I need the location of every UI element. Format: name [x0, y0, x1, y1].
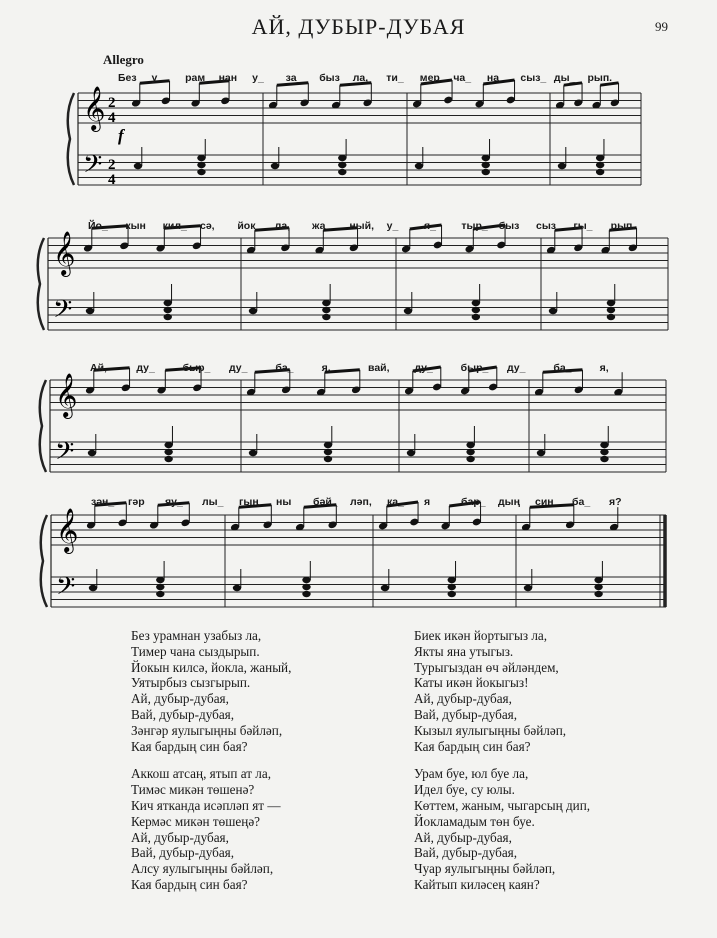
poem-line: Тимәс микән төшенә? [131, 782, 255, 798]
dynamic-marking: f [118, 126, 124, 145]
chord-note-head [338, 155, 346, 161]
lyric-syllable: кын [125, 220, 146, 232]
bass-note-head [86, 308, 94, 314]
lyric-syllable: рып. [610, 220, 636, 232]
poem-line: Алсу яулыгыңны бәйләп, [131, 861, 274, 877]
poem-line: Йокламадым төн буе. [414, 813, 535, 829]
chord-note-head [594, 584, 602, 590]
lyric-syllable: гың_ [239, 496, 265, 508]
chord-note-head [322, 314, 330, 320]
bass-note-head [381, 585, 389, 591]
lyric-syllable: нан [218, 72, 238, 84]
lyric-syllable: я? [609, 496, 622, 508]
lyric-syllable: сә, [200, 220, 215, 232]
chord-note-head [164, 456, 172, 462]
lyric-syllable: бар_ [461, 496, 486, 508]
poem-left-column [131, 628, 291, 905]
treble-clef: 𝄞 [83, 86, 106, 130]
chord-note-head [338, 169, 346, 175]
poem-line: Без урамнан узабыз ла, [131, 628, 262, 643]
bass-note-head [271, 163, 279, 169]
lyric-syllable: яу_ [165, 496, 183, 508]
poem-line: Турыгыздан өч әйләндем, [414, 659, 559, 675]
chord-note-head [156, 584, 164, 590]
bass-clef: 𝄢 [83, 150, 103, 185]
lyric-syllable: сыз_ [536, 220, 562, 232]
bass-note-head [415, 163, 423, 169]
chord-note-head [448, 591, 456, 597]
poem-line: Каты икән йокыгыз! [414, 675, 529, 691]
chord-note-head [472, 307, 480, 313]
lyric-syllable: рам_ [185, 72, 211, 84]
lyric-syllable: жа_ [312, 220, 332, 232]
bass-note-head [89, 585, 97, 591]
chord-note-head [302, 584, 310, 590]
lyric-syllable: быр_ [182, 362, 211, 374]
poem-stanza [131, 628, 291, 754]
chord-note-head [338, 162, 346, 168]
chord-note-head [466, 449, 474, 455]
chord-note-head [607, 314, 615, 320]
lyric-syllable: ду_ [414, 362, 433, 374]
bass-note-head [404, 308, 412, 314]
lyric-syllable: Без [118, 72, 137, 84]
staff-system [40, 367, 666, 472]
poem-line: Уятырбыз сызгырып. [131, 675, 251, 691]
poem-line: Ай, дубыр-дубая, [414, 829, 512, 845]
bass-note-head [558, 163, 566, 169]
chord-note-head [482, 169, 490, 175]
bass-note-head [537, 450, 545, 456]
lyric-syllable: ду_ [229, 362, 248, 374]
chord-note-head [600, 442, 608, 448]
treble-clef: 𝄞 [55, 373, 78, 417]
chord-note-head [594, 577, 602, 583]
poem-stanza [414, 766, 590, 892]
chord-note-head [596, 162, 604, 168]
brace [68, 93, 74, 185]
lyrics-line [118, 72, 621, 88]
lyric-syllable: ба_ [275, 362, 294, 374]
poem-line: Кызыл яулыгыңны бәйләп, [414, 722, 567, 738]
lyric-syllable: кил_ [162, 220, 187, 232]
brace [38, 238, 44, 330]
poem-line: Идел буе, су юлы. [414, 782, 515, 798]
chord-note-head [164, 314, 172, 320]
lyric-syllable: я, [321, 362, 331, 374]
chord-note-head [607, 307, 615, 313]
lyric-syllable: я_ [424, 220, 436, 232]
poem-line: Урам буе, юл буе ла, [414, 766, 529, 782]
chord-note-head [600, 449, 608, 455]
lyric-syllable: рып. [587, 72, 613, 84]
lyric-syllable: я [424, 496, 431, 508]
lyrics-line [88, 220, 648, 236]
staff-system [41, 502, 666, 607]
lyrics-line [91, 496, 646, 512]
lyric-syllable: бәй_ [313, 496, 338, 508]
staff-system [38, 225, 668, 330]
lyric-syllable: у_ [252, 72, 264, 84]
bass-clef: 𝄢 [56, 572, 76, 607]
lyric-syllable: лы_ [202, 496, 224, 508]
chord-note-head [448, 584, 456, 590]
chord-note-head [322, 300, 330, 306]
lyric-syllable: син [535, 496, 554, 508]
lyric-syllable: йок_ [237, 220, 262, 232]
lyric-syllable: дың [498, 496, 520, 508]
bass-note-head [88, 450, 96, 456]
lyric-syllable: гәр [128, 496, 145, 508]
poem-line: Ай, дубыр-дубая, [414, 691, 512, 707]
poem-line: Аккош атсаң, ятып ат ла, [131, 766, 272, 782]
lyric-syllable: ча_ [453, 72, 472, 84]
poem-line: Ай, дубыр-дубая, [131, 691, 229, 707]
chord-note-head [472, 300, 480, 306]
poem-line: Кич ятканда исәпләп ят — [131, 797, 281, 813]
poem-line: Тимер чана сыздырып. [131, 643, 260, 659]
poem-line: Вай, дубыр-дубая, [131, 845, 235, 861]
poem-line: Вай, дубыр-дубая, [131, 706, 235, 722]
chord-note-head [197, 162, 205, 168]
lyric-syllable: гы_ [573, 220, 593, 232]
chord-note-head [322, 307, 330, 313]
lyric-syllable: быз [319, 72, 340, 84]
chord-note-head [164, 442, 172, 448]
chord-note-head [164, 449, 172, 455]
lyric-syllable: ләп, [350, 496, 372, 508]
chord-note-head [164, 300, 172, 306]
poem-line: Кермәс микән төшеңә? [131, 813, 261, 829]
brace [40, 380, 46, 472]
lyric-syllable: мер [419, 72, 440, 84]
page-title: АЙ, ДУБЫР-ДУБАЯ [251, 14, 466, 39]
time-signature-bottom: 4 [108, 172, 116, 188]
lyric-syllable: быз [498, 220, 520, 232]
lyric-syllable: ны [276, 496, 292, 508]
lyric-syllable: у_ [386, 220, 399, 232]
chord-note-head [164, 307, 172, 313]
lyric-syllable: ду_ [507, 362, 526, 374]
poem-stanza [131, 766, 291, 892]
treble-clef: 𝄞 [53, 231, 76, 275]
lyric-syllable: я, [599, 362, 609, 374]
chord-note-head [324, 449, 332, 455]
chord-note-head [156, 577, 164, 583]
poem-line: Кая бардың син бая? [131, 876, 248, 892]
bass-note-head [249, 308, 257, 314]
time-signature-top: 2 [108, 157, 116, 173]
chord-note-head [302, 591, 310, 597]
poem-line: Кая бардың син бая? [131, 738, 248, 754]
chord-note-head [482, 155, 490, 161]
time-signature-bottom: 4 [108, 110, 116, 126]
chord-note-head [197, 169, 205, 175]
poem-line: Якты яна утыгыз. [414, 643, 514, 659]
chord-note-head [607, 300, 615, 306]
lyric-syllable: ды_ [553, 72, 576, 84]
chord-note-head [482, 162, 490, 168]
lyric-syllable: ду_ [136, 362, 155, 374]
chord-note-head [197, 155, 205, 161]
lyric-syllable: тыр_ [461, 220, 488, 232]
poem-line: Кайтып киләсең каян? [414, 876, 540, 892]
chord-note-head [156, 591, 164, 597]
treble-clef: 𝄞 [56, 508, 79, 552]
staff-system [68, 80, 641, 188]
poem-line: Йокын килсә, йокла, жаный, [131, 659, 292, 675]
bass-clef: 𝄢 [55, 437, 75, 472]
poem-line: Вай, дубыр-дубая, [414, 706, 518, 722]
bass-note-head [524, 585, 532, 591]
brace [41, 515, 47, 607]
lyric-syllable: на [486, 72, 500, 84]
poem-line: Зәнгәр яулыгыңны бәйләп, [131, 722, 283, 738]
bass-note-head [134, 163, 142, 169]
lyric-syllable: за_ [285, 72, 303, 84]
chord-note-head [466, 442, 474, 448]
chord-note-head [594, 591, 602, 597]
page-number: 99 [655, 19, 668, 34]
lyric-syllable: Ай, [90, 362, 107, 374]
chord-note-head [596, 155, 604, 161]
poem-line: Кая бардың син бая? [414, 738, 531, 754]
lyric-syllable: ба_ [572, 496, 591, 508]
chord-note-head [324, 442, 332, 448]
poem-stanza [414, 628, 590, 754]
lyric-syllable: вай, [368, 362, 390, 374]
lyric-syllable: ка_ [387, 496, 404, 508]
lyric-syllable: ла, [352, 72, 369, 84]
chord-note-head [472, 314, 480, 320]
bass-note-head [407, 450, 415, 456]
poem-line: Көттем, жаным, чыгарсың дип, [414, 797, 591, 813]
poem-right-column [414, 628, 590, 905]
lyric-syllable: ба_ [553, 362, 572, 374]
bass-note-head [549, 308, 557, 314]
lyric-syllable: сыз_ [520, 72, 547, 84]
chord-note-head [324, 456, 332, 462]
bass-note-head [233, 585, 241, 591]
lyrics-line [90, 362, 646, 378]
bass-note-head [249, 450, 257, 456]
chord-note-head [466, 456, 474, 462]
lyric-syllable: ный, [349, 220, 375, 232]
chord-note-head [596, 169, 604, 175]
poem-line: Вай, дубыр-дубая, [414, 845, 518, 861]
chord-note-head [302, 577, 310, 583]
lyric-syllable: Йо_ [88, 220, 108, 232]
lyric-syllable: ла, [274, 220, 291, 232]
lyric-syllable: у_ [151, 72, 164, 84]
chord-note-head [600, 456, 608, 462]
poem-line: Чуар яулыгыңны бәйләп, [414, 861, 556, 877]
lyric-syllable: ти_ [386, 72, 404, 84]
time-signature-top: 2 [108, 95, 116, 111]
lyric-syllable: быр_ [460, 362, 489, 374]
lyric-syllable: зән_ [91, 496, 115, 508]
poem-line: Ай, дубыр-дубая, [131, 829, 229, 845]
bass-clef: 𝄢 [53, 295, 73, 330]
poem-line: Биек икән йортыгыз ла, [414, 628, 548, 643]
tempo-marking: Allegro [103, 52, 144, 67]
chord-note-head [448, 577, 456, 583]
